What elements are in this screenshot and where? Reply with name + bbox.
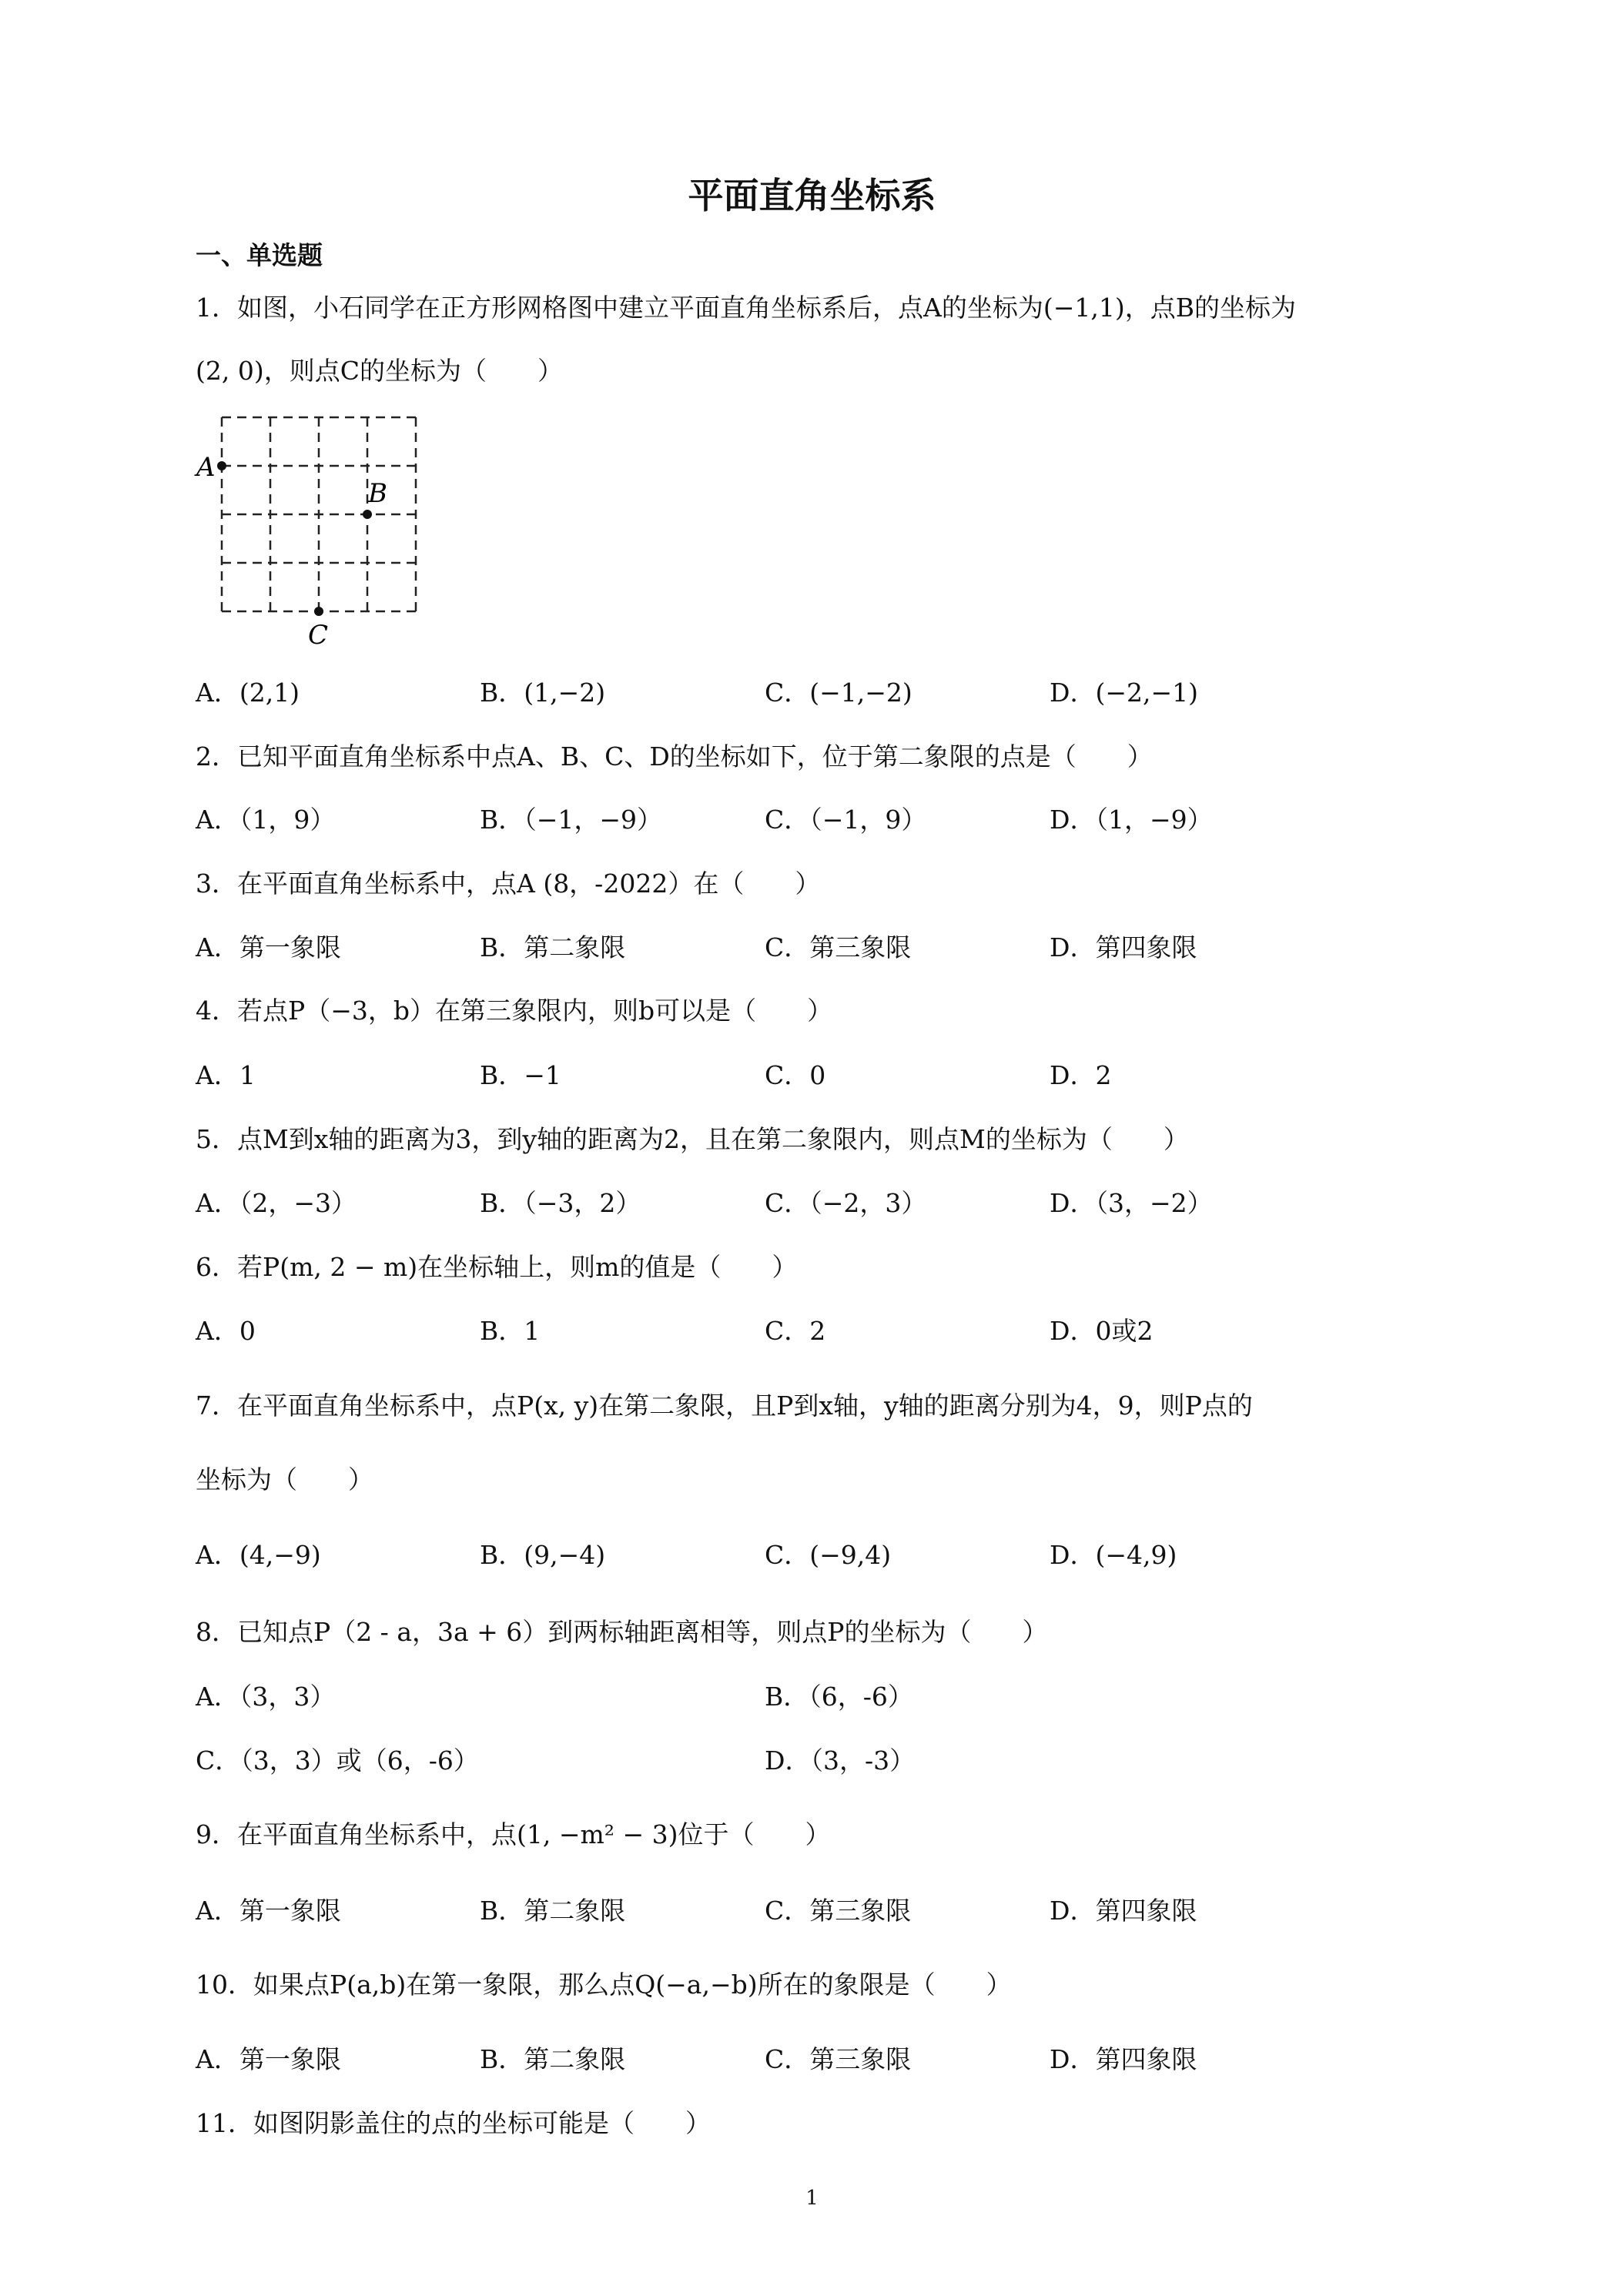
q2-option-a: A．（1，9）: [196, 805, 336, 835]
page-number: 1: [805, 2187, 819, 2210]
q9-option-d: D．第四象限: [1050, 1896, 1197, 1926]
q3-option-a: A．第一象限: [196, 932, 341, 962]
q10-option-a: A．第一象限: [196, 2044, 341, 2074]
q9-option-a: A．第一象限: [196, 1896, 341, 1926]
question-11: 11．如图阴影盖住的点的坐标可能是（ ）: [196, 2108, 711, 2138]
q6-option-d: D．0或2: [1050, 1316, 1154, 1346]
q1-option-d: D．(−2,−1): [1050, 678, 1198, 708]
question-3: 3．在平面直角坐标系中，点A (8，-2022）在（ ）: [196, 869, 821, 899]
q7-option-d: D．(−4,9): [1050, 1540, 1177, 1570]
question-10: 10．如果点P(a,b)在第一象限，那么点Q(−a,−b)所在的象限是（ ）: [196, 1970, 1012, 2000]
q3-option-b: B．第二象限: [480, 932, 626, 962]
question-6: 6．若P(m, 2 − m)在坐标轴上，则m的值是（ ）: [196, 1252, 798, 1282]
question-1-line-1: 1．如图，小石同学在正方形网格图中建立平面直角坐标系后，点A的坐标为(−1,1)，点B的坐标为: [196, 293, 1296, 323]
q9-option-b: B．第二象限: [480, 1896, 626, 1926]
q8-option-b: B．（6，-6）: [765, 1682, 913, 1712]
q7-option-c: C．(−9,4): [765, 1540, 892, 1570]
question-9: 9．在平面直角坐标系中，点(1, −m² − 3)位于（ ）: [196, 1819, 831, 1849]
q9-option-c: C．第三象限: [765, 1896, 912, 1926]
q4-option-b: B．−1: [480, 1060, 561, 1090]
q4-option-d: D．2: [1050, 1060, 1112, 1090]
q10-option-c: C．第三象限: [765, 2044, 912, 2074]
q4-option-a: A．1: [196, 1060, 256, 1090]
q7-option-b: B．(9,−4): [480, 1540, 606, 1570]
point-c-label: C: [308, 620, 329, 651]
q8-option-a: A．（3，3）: [196, 1682, 336, 1712]
section-heading: 一、单选题: [196, 240, 323, 270]
q6-option-c: C．2: [765, 1316, 826, 1346]
q8-option-c: C．（3，3）或（6，-6）: [196, 1745, 479, 1776]
grid-figure: [193, 408, 439, 654]
q2-option-c: C．（−1，9）: [765, 805, 927, 835]
point-b-label: B: [368, 478, 387, 509]
question-4: 4．若点P（−3，b）在第三象限内，则b可以是（ ）: [196, 996, 833, 1026]
q10-option-d: D．第四象限: [1050, 2044, 1197, 2074]
q3-option-d: D．第四象限: [1050, 932, 1197, 962]
q6-option-a: A．0: [196, 1316, 256, 1346]
q5-option-b: B．（−3，2）: [480, 1188, 641, 1218]
q8-option-d: D．（3，-3）: [765, 1745, 916, 1776]
question-7-line-2: 坐标为（ ）: [196, 1464, 373, 1494]
point-a-dot: [217, 461, 226, 470]
q1-option-b: B．(1,−2): [480, 678, 606, 708]
q5-option-a: A．（2，−3）: [196, 1188, 357, 1218]
question-2: 2．已知平面直角坐标系中点A、B、C、D的坐标如下，位于第二象限的点是（ ）: [196, 741, 1153, 771]
point-b-dot: [363, 510, 372, 519]
question-1-line-2: (2, 0)，则点C的坐标为（ ）: [196, 356, 563, 386]
q1-option-a: A．(2,1): [196, 678, 300, 708]
q2-option-d: D．（1，−9）: [1050, 805, 1213, 835]
question-7-line-1: 7．在平面直角坐标系中，点P(x, y)在第二象限，且P到x轴，y轴的距离分别为4，9，则P点的: [196, 1391, 1253, 1421]
q2-option-b: B．（−1，−9）: [480, 805, 663, 835]
point-a-label: A: [196, 452, 216, 483]
q4-option-c: C．0: [765, 1060, 826, 1090]
point-c-dot: [314, 607, 323, 616]
q1-option-c: C．(−1,−2): [765, 678, 912, 708]
question-8: 8．已知点P（2 - a，3a + 6）到两标轴距离相等，则点P的坐标为（ ）: [196, 1617, 1048, 1647]
page-title: 平面直角坐标系: [688, 175, 936, 216]
q5-option-c: C．（−2，3）: [765, 1188, 927, 1218]
question-5: 5．点M到x轴的距离为3，到y轴的距离为2，且在第二象限内，则点M的坐标为（ ）: [196, 1124, 1189, 1154]
q7-option-a: A．(4,−9): [196, 1540, 321, 1570]
q3-option-c: C．第三象限: [765, 932, 912, 962]
q6-option-b: B．1: [480, 1316, 541, 1346]
q10-option-b: B．第二象限: [480, 2044, 626, 2074]
q5-option-d: D．（3，−2）: [1050, 1188, 1213, 1218]
